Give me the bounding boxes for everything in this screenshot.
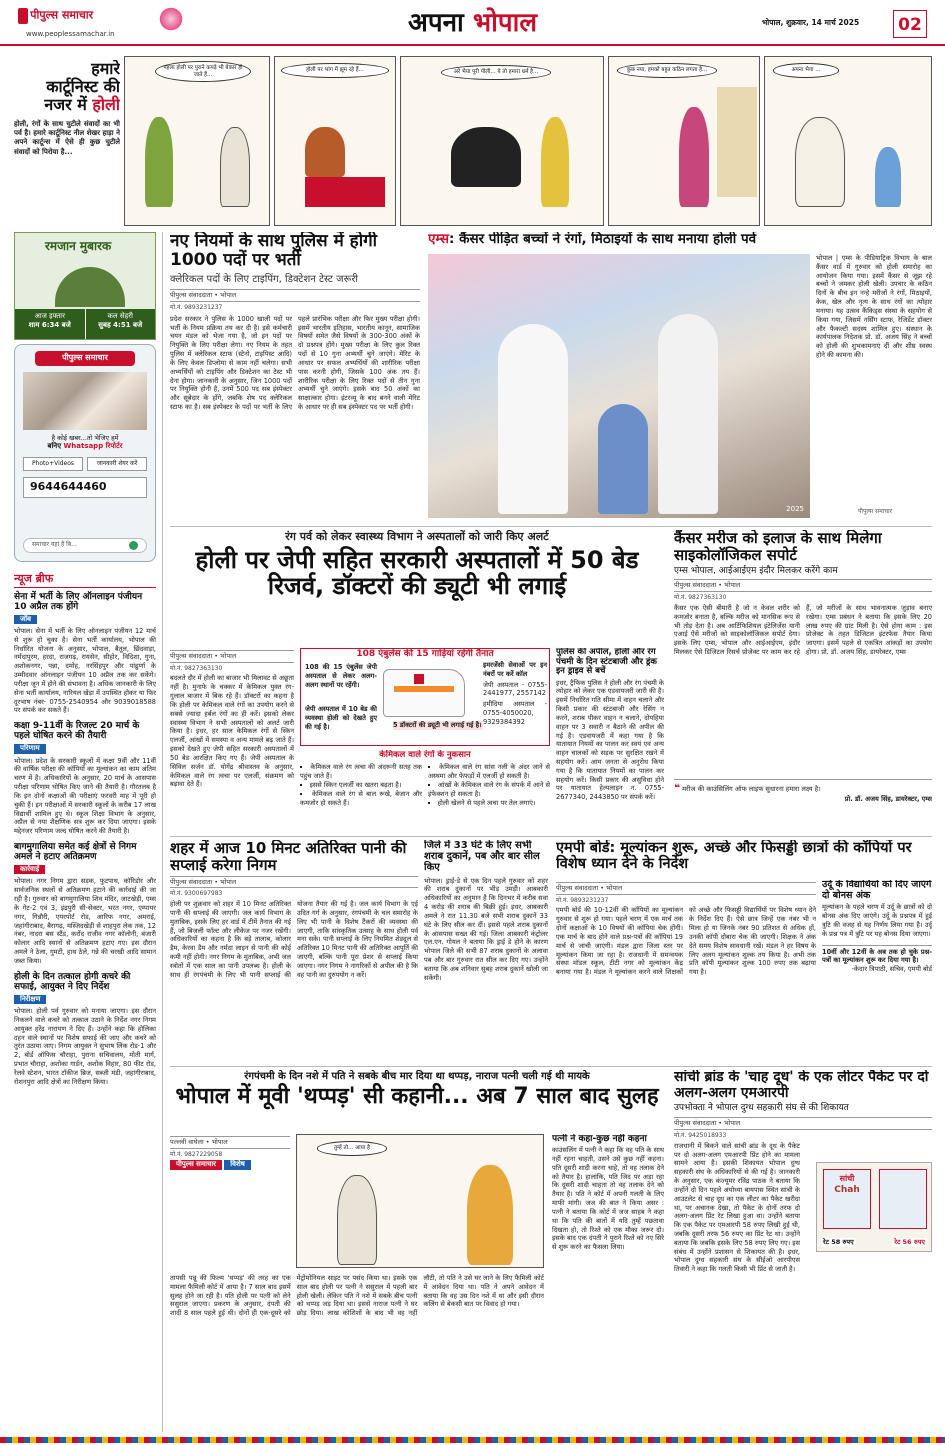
mpboard-byline: पीपुल्स संवाददाता • भोपाल (556, 884, 623, 892)
cancer-article (674, 530, 932, 830)
hospital-body: बदलते दौर में होली का बाजार भी मिलावट से अछूता नहीं है। मुनाफे के चक्कर में केमिकल युक्त रंग-गुलाल बाजार में बिक रहे हैं। डॉक्टरों का कहना है कि होली पर केमिकल वाले रंगों का उपयोग करने से सबसे ज्यादा हर्बल रंगों का ही करें। इसको लेकर स्वास्थ्य विभाग ने सभी अस्पतालों को अलर्ट जारी किया है। इधर, हर साल केमिकल रंगों से स्किन एलर्जी, आंखों में समस्या व अन्य मामले बढ़ जाते हैं। इसको देखते हुए जेपी सहित सरकारी अस्पतालों में 50 बेड आरक्षित किए गए हैं। जेपी अस्पताल के सिविल सर्जन डॉ. योगेंद्र श्रीवास्तव के अनुसार, केमिकल वाले रंग त्वचा पर एलर्जी, संक्रमण को बढ़ावा देते हैं। (170, 674, 294, 789)
cartoon-figure-man (220, 127, 250, 207)
aiims-article (428, 232, 932, 522)
aiims-headline: : कैंसर पीड़ित बच्चों ने रंगों, मिठाइयों के साथ मनाया होली पर्व (448, 232, 757, 247)
hospital-byline: पीपुल्स संवाददाता • भोपाल (170, 652, 237, 660)
ambulance-icon (383, 669, 465, 717)
sanchi-article (674, 1070, 932, 1434)
encroach-tag: कार्रवाई (14, 865, 45, 874)
exam-body: भोपाल। प्रदेश के सरकारी स्कूलों में कक्षा 9वीं और 11वीं की वार्षिक परीक्षा की कॉपियों का मूल्यांकन का काम अंतिम चरण में है। अधिकारियों के अनुसार, 20 मार्च के आसपास परीक्षा परिणाम घोषित किए जाने की तैयारी है। गौरतलब है कि इन दोनों कक्षाओं की परीक्षाएं फरवरी माह में पूरी हो चुकी हैं। इन परीक्षाओं में सरकारी स्कूलों के करीब 17 लाख विद्यार्थी शामिल हुए थे। स्कूल शिक्षा विभाग के अनुसार, अप्रैल से नया शैक्षणिक सत्र शुरू कर दिया जाएगा। इसके मद्देनजर परिणाम जल्द घोषित करने की तैयारी है। (14, 756, 156, 836)
sanchi-byline: पीपुल्स संवाददाता • भोपाल (674, 1119, 741, 1128)
encroach-headline: बागमुगालिया समेत कई क्षेत्रों से निगम अमले ने हटाए अतिक्रमण (14, 842, 137, 863)
army-body: भोपाल। सेना में भर्ती के लिए ऑनलाइन पंजीयन 12 मार्च से शुरू हो चुका है। सेना भर्ती कार्यालय, भोपाल की निर्धारित योजना के अनुसार, भोपाल, बैतूल, छिंदवाड़ा, नर्मदापुरम, हरदा, राजगढ़, रायसेन, सीहोर, विदिशा, गुना, अशोकनगर, पन्ना, दमोह, नरसिंहपुर और पांढुर्णा के उम्मीदवार ऑनलाइन पंजीयन 10 अप्रैल तक कर सकेंगे। परीक्षा जून में होने की संभावना है। अधिक जानकारी के लिए सेना भर्ती कार्यालय, नारियल खेड़ा में उपस्थित होकर या फिर दूरभाष नंबर- 0755-2540954 और 9039018588 पर संपर्क कर सकते हैं। (14, 626, 156, 715)
news-brief-title: न्यूज ब्रीफ (14, 572, 156, 588)
cancer-byline: पीपुल्स संवाददाता • भोपाल (674, 581, 741, 590)
cancer-body: कैंसर एक ऐसी बीमारी है जो न केवल शरीर को कमजोर बनाता है, बल्कि मरीज को मानसिक रूप से भी तोड़ देता है। अब आर्टिफिशियल इंटेलिजेंस यानी एआई ऐसे मरीजों को साइकोलॉजिकल सपोर्ट देगा। इसके लिए एम्स, भोपाल और आईआईएम, इंदौर मिलकर ऐसे डिजिटल रिसर्च प्रोजेक्ट पर काम कर रहे हैं, जो मरीजों के साथ भावनात्मक जुड़ाव बनाए रखेगा। एम्स प्रबंधन ने बताया कि इसके लिए 20 लाख रुपए की ग्रांट मिली है। ऐसे होगा काम : इस प्रोजेक्ट के तहत डिजिटल इंटरफेस तैयार किया जाएगा। इसमें पहले से एकत्रित आंकड़ों का उपयोग होगा। प्रो. डॉ. अजय सिंह, डायरेक्टर, एम्स (674, 603, 932, 657)
special-brand-tag: पीपुल्स समाचार (170, 1160, 222, 1169)
milk-pack-image (816, 1162, 932, 1252)
sanchi-headline: सांची ब्रांड के 'चाह दूध' के एक लीटर पैकेट पर दो अलग-अलग एमआरपी (674, 1070, 929, 1101)
hospital-kicker: रंग पर्व को लेकर स्वास्थ्य विभाग ने अस्पतालों को जारी किए अलर्ट (285, 530, 549, 543)
cartoon-figure-woman (145, 117, 173, 207)
doctor-figure (498, 324, 568, 514)
hospital-mobile: मो.नं. 9827363130 (170, 664, 223, 672)
cartoon-bubble-2: होली पर भांग में झूम रहे हैं... (281, 63, 389, 78)
thappad-kicker: रंगपंचमी के दिन नशे में पति ने सबके बीच मार दिया था थप्पड़, नाराज पत्नी चली गई थी मायके (244, 1071, 590, 1082)
urdu-body: मूल्यांकन के पहले चरण में उर्दू के छात्रों को दो बोनस अंक दिए जाएंगे। उर्दू के प्रश्नपत्र में हुई त्रुटि की वजह से यह निर्णय लिया गया है। उर्दू के प्रश्न पत्र में त्रुटि पर यह बोनस दिया जाएगा। (822, 903, 932, 938)
cartoon-bubble-1: पहला होली पर पुराने कपड़े भी बेकार हो जाते हैं... (155, 61, 251, 82)
police-headline: नए नियमों के साथ पुलिस में होगी 1000 पदों पर भर्ती (170, 232, 378, 271)
masthead (0, 0, 945, 46)
ramzan-title: रमजान मुबारक (45, 239, 112, 253)
sanchi-body: राजधानी में बिकने वाले सांची ब्रांड के दूध के पैकेट पर दो अलग-अलग एमआरपी प्रिंट होने का मामला सामने आया है। इसकी शिकायत भोपाल दुग्ध सहकारी संघ के अधिकारियों से की गई है। जानकारी के अनुसार, एक कंज्यूमर रविंद्र पाठक ने बताया कि उन्होंने दो दिन पहले अयोध्या बायपास स्थित सांची के आउटलेट से चाह दूध का एक लीटर का पैकेट खरीदा था, पर अचानक देखा, तो पैकेट के दोनों तरफ दो अलग-अलग प्रिंट रेट लिखा हुआ था। उन्होंने बताया कि एक पैकेट पर एमआरपी 58 रुपए लिखी हुई थी, जबकि दूसरी तरफ 56 रुपए का प्रिंट रेट था। उन्होंने बताया कि जबकि इसके लिए 58 रुपए लिए गए। इस संबंध में उन्होंने प्रशासन से शिकायत की है। इधर, भोपाल दुग्ध सहकारी संघ के सीईओ आरपीएस तिवारी ने कहा कि गलती किसी भी प्रिंट से जाती है। (674, 1141, 800, 1274)
color-registration-bar (0, 1437, 945, 1443)
section-title-red: भोपाल (472, 8, 537, 38)
whatsapp-brand: पीपुल्स समाचार (35, 351, 135, 366)
child-figure (598, 404, 648, 514)
ambulance-box (300, 648, 550, 746)
chemical-item: ▪ केमिकल वाले रंग से बाल रूखे, बेजान और कमजोर हो सकते हैं। (300, 790, 422, 808)
quote-text: मरीज की काउंसिलिंग ऑफ लाइफ सुधारना हमारा लक्ष्य है। (682, 784, 821, 793)
sanchi-mobile: मो.नं. 9425018933 (674, 1131, 727, 1139)
sehri-label: कल सेहरी (107, 312, 133, 320)
rate-56: रेट 56 रुपए (894, 1238, 925, 1247)
cartoon-title-3: नजर में (44, 94, 87, 114)
whatsapp-photo (23, 372, 147, 430)
section-title-main: अपना (407, 8, 473, 38)
page-number: 02 (893, 10, 927, 38)
thappad-mobile: मो.नं. 9827229058 (170, 1150, 223, 1158)
chemical-item: ▪ केमिकल वाले रंग सांस नली के अंदर जाने से अस्थमा और फेफड़ों में एलर्जी हो सकती है। (428, 763, 550, 781)
ramzan-times (15, 309, 155, 339)
water-body: होली पर शुक्रवार को शहर में 10 मिनट अतिरिक्त पानी की सप्लाई की जाएगी। जल कार्य विभाग के मुताबिक, इसके लिए हर वार्ड में टीमें तैनात की गई हैं, जो बिजली फॉल्ट और लीकेज पर नजर रखेंगी। अधिकारियों का कहना है कि बड़े तालाब, कोलार डैम, केरवा डैम और नर्मदा लाइन से पानी की कोई कमी नहीं होगी। नगर निगम के मुताबिक, अभी जल स्त्रोतों में एक साल का पानी उपलब्ध है। होली के साथ ही रंगपंचमी के लिए भी पानी सप्लाई की योजना तैयार की गई है। जल कार्य विभाग के एई उदित गर्ग के अनुसार, रंगपंचमी के चल समारोह के लिए भी पानी के विशेष टैंकरों की व्यवस्था की जाएगी, ताकि सांस्कृतिक उत्साह के साथ होली पर्व मना सके। पानी सप्लाई के लिए नियमित शेड्यूल से अतिरिक्त 10 मिनट पानी की अतिरिक्त आपूर्ति की जाएगी, बल्कि पानी पूरा प्रेशर से सप्लाई किया जाएगा। नगर निगम ने नागरिकों से अपील की है कि वह पानी का दुरुपयोग न करें। (170, 900, 418, 979)
cartoon-title-red: होली (92, 94, 120, 114)
thappad-byline: पल्लवी वाघेला • भोपाल (170, 1138, 228, 1146)
mpboard-body: एमपी बोर्ड की 10-12वीं की कॉपियों का मूल्यांकन गुरुवार से शुरू हो गया। पहले चरण में एक मार्च तक दोनों कक्षाओं के 10 विषयों की कॉपियां चेक होंगी। एक मार्च के बाद होने वाले प्रश्न-पत्रों की कॉपियां 19 मार्च से जांची जाएंगी। मंडल द्वारा जिला स्तर पर मूल्यांकन किया जा रहा है। राजधानी में समन्वयक संस्था मॉडल स्कूल, टीटी नगर को मूल्यांकन केंद्र बनाया गया है। मंडल ने मूल्यांकन करने वाले शिक्षकों को अच्छे और फिसड्डी विद्यार्थियों पर विशेष ध्यान देने के निर्देश दिए हैं। ऐसे छात्र जिन्हें एक नंबर भी न मिला हो या जिनके नंबर 90 प्रतिशत से अधिक हों, उनकी कॉपी दोबारा चेक की जाएगी। शिक्षक ने अंक देते समय विशेष सावधानी रखें। मंडल ने हर विषय के लिए अलग मूल्यांकन शुल्क तय किया है। अभी तक प्रति कॉपी मूल्यांकन शुल्क 100 रुपए तक बढ़ाया गया है। (556, 906, 816, 977)
whatsapp-line2b: Whatsapp रिपोर्टर (63, 442, 123, 451)
ambulance-point-1: 108 की 15 एंबुलेंस जेपी अस्पताल से लेकर अलग-अलग स्थानों पर रहेंगी। (305, 663, 377, 689)
whatsapp-chat-input[interactable] (23, 538, 147, 553)
cartoon-bubble-5: अपना भैया ... (773, 63, 839, 78)
whatsapp-line1: है कोई खबर...तो भेजिए हमें (51, 433, 119, 442)
thappad-cartoon (296, 1134, 544, 1268)
whatsapp-line2: बनिए (47, 442, 62, 451)
aiims-photo (428, 254, 810, 518)
police-mobile: मो.नं. 9893231237 (170, 303, 223, 311)
special-tag: विशेष (224, 1160, 251, 1169)
chemical-list (300, 763, 550, 807)
ambulance-title: 108 एंबुलेंस की 15 गाड़ियां रहेंगी तैनात (356, 649, 494, 659)
cartoon-figure-buffalo (451, 127, 521, 187)
cartoon-intro (14, 60, 120, 220)
contact-hamidia[interactable]: हमीदिया अस्पताल - 0755-4050020, 9329384392 (483, 700, 547, 726)
row-rule-2 (170, 836, 932, 837)
thappad-article (170, 1070, 664, 1434)
police-subhead: क्लेरिकल पदों के लिए टाइपिंग, डिक्टेशन टेस्ट जरूरी (170, 274, 359, 286)
exam-headline: कक्षा 9-11वीं के रिजल्ट 20 मार्च के पहले घोषित करने की तैयारी (14, 721, 140, 742)
quote-icon: ❝ (674, 782, 680, 794)
cartoon-panel-1 (124, 56, 270, 226)
urdu-headline: उर्दू के विद्यार्थियों को दिए जाएंगे दो बोनस अंक (822, 880, 932, 901)
hospital-article (170, 530, 664, 830)
ramzan-box (14, 232, 156, 340)
mpboard-note-name: -केदार त्रिपाठी, सचिव, एमपी बोर्ड (851, 965, 932, 974)
police-appeal (556, 648, 664, 830)
cartoon-panel-3 (400, 56, 604, 226)
chat-input-text: समाचार यहां है बि... (32, 541, 77, 548)
water-headline: शहर में आज 10 मिनट अतिरिक्त पानी की सप्लाई करेगा निगम (170, 840, 407, 874)
mpboard-mobile: मो.नं. 9893231237 (556, 896, 609, 904)
left-column-rule (162, 232, 163, 1432)
cartoon-figure-person (541, 117, 569, 207)
liquor-headline: जिले में 33 घंटे के लिए सभी शराब दुकानें, पब और बार सील किए (424, 840, 540, 874)
chah-label: Chah (834, 1184, 860, 1195)
quote-name: प्रो. डॉ. अजय सिंह, डायरेक्टर, एम्स (844, 795, 932, 804)
clean-tag: निरीक्षण (14, 995, 46, 1004)
mpboard-article (556, 840, 932, 1062)
cartoon-title-1: हमारे (91, 60, 120, 78)
cartoon-panel-5 (764, 56, 932, 226)
site-url[interactable]: www.peoplessamachar.in (26, 30, 115, 38)
cartoon-desc: होली, रंगों के साथ चुटीले संवादों का भी पर्व है। हमारे कार्टूनिस्ट नील शेखर हाड़ा ने अपने कार्टून्स में ऐसे ही कुछ चुटीले संवादों को पिरोया है... (14, 119, 120, 156)
cartoon-bubble-4: कुछ नया, हमको बहुत कठिन लगता है... (617, 63, 717, 78)
chemical-item: ▪ आंखों के केमिकल वाले रंग के संपर्क में आने से इंफेक्शन हो सकता है। (428, 781, 550, 799)
cartoon-figure-child (875, 147, 901, 207)
cancer-mobile: मो.नं. 9827363130 (674, 594, 727, 602)
iftar-label: आज इफ्तार (34, 312, 65, 320)
water-mobile: मो.नं. 9300697983 (170, 890, 223, 898)
cartoon-table (305, 177, 385, 207)
ambulance-point-3: 5 डॉक्टरों की ड्यूटी भी लगाई गई है। (393, 721, 482, 729)
wife-said-headline: पत्नी ने कहा-कुछ नहीं कहना (552, 1134, 647, 1144)
clean-headline: होली के दिन तत्काल होगी कचरे की सफाई, आयुक्त ने दिए निर्देश (14, 971, 131, 992)
chemical-item: ▪ इससे स्किन एलर्जी का खतरा बढ़ता है। (300, 781, 422, 790)
mpboard-note: 10वीं और 12वीं के अब तक हो चुके प्रश्न-पत्रों का मूल्यांकन शुरू कर दिया गया है। (822, 945, 932, 966)
contact-head: इमरजेंसी सेवाओं पर इन नंबरों पर करें कॉल (483, 661, 547, 678)
mpboard-headline: एमपी बोर्ड: मूल्यांकन शुरू, अच्छे और फिसड्डी छात्रों की कॉपियों पर विशेष ध्यान देने के निर्देश (556, 840, 912, 873)
aiims-body: भोपाल | एम्स के पीडियाट्रिक विभाग के बाल कैंसर वार्ड में गुरुवार को होली समारोह का आयोजन किया गया। इसमें कैंसर से जूझ रहे बच्चों ने जमकर होली खेली। उपचार के कठिन दिनों के बीच इन नन्हे मरीजों ने रंगों, मिठाइयों, केक, खेल और नृत्य के साथ रंगों का त्योहार मनाया। यह उत्सव कैंकिड्स संस्था के सहयोग से किया गया, जिसमें नर्सिंग स्टाफ, रेजिडेंट डॉक्टर और फैकल्टी सदस्य शामिल हुए। संस्थान के कार्यपालक निदेशक प्रो. डॉ. अजय सिंह ने बच्चों को होली की शुभकामनाएं दीं और शीघ्र स्वस्थ होने की कामना की। (816, 254, 932, 360)
cartoon-wife (467, 1165, 513, 1265)
photo-video-button[interactable]: Photo+Videos (23, 457, 83, 471)
police-byline: पीपुल्स संवाददाता • भोपाल (170, 291, 237, 300)
cancer-headline: कैंसर मरीज को इलाज के साथ मिलेगा साइकोलॉजिकल सपोर्ट (674, 530, 882, 564)
thappad-headline: भोपाल में मूवी 'थप्पड़' सी कहानी... अब 7 साल बाद सुलह (175, 1084, 659, 1110)
thappad-body: तापसी पन्नू की फिल्म 'थप्पड़' की तरह का एक मामला फैमिली कोर्ट में आया है। 7 साल बाद इसमें सुलह होने जा रही है। पति होली पर पत्नी को लेने ससुराल जाएगा। प्रकरण के अनुसार, दंपती की शादी 8 साल पहले हुई थी। दोनों ही एक-दूसरे को मेट्रोमोनियल साइट पर पसंद किया था। इसके एक साल बाद होली पर पत्नी ने ससुराल में पहली बार होली खेली। लेकिन पति ने नशे में सबके बीच पत्नी को थप्पड़ जड़ दिया था। इससे नाराज पत्नी ने घर छोड़ दिया। लाख कोशिशों के बाद भी वह नहीं लौटी, तो पति ने उसे घर लाने के लिए फैमिली कोर्ट में आवेदन दिया था। पति ने अपने आवेदन में बताया कि वह उस दिन नशे में था और इसी दौरान कलिंग से बेकसी बात पर विवाद हो गया। (170, 1274, 544, 1318)
cartoon-title-2: कार्टूनिस्ट की (46, 76, 120, 96)
chemical-item: ▪ केमिकल वाले रंग त्वचा की अंदरूनी सतह तक पहुंच जाते हैं। (300, 763, 422, 781)
aiims-credit: पीपुल्स समाचार (858, 508, 893, 515)
photo-year: 2025 (786, 504, 804, 513)
sanchi-subhead: उपभोक्ता ने भोपाल दुग्ध सहकारी संघ से की शिकायत (674, 1103, 849, 1114)
liquor-body: भोपाल। ड्राई-डे से एक दिन पहले गुरुवार को शहर की शराब दुकानों पर भीड़ उमड़ी। आबकारी अधिकारियों का अनुमान है कि दिनभर में करीब सवा 4 करोड़ की शराब की बिक्री हुई। इधर, आबकारी अमले ने रात 11.30 बजे सभी शराब दुकानें 33 घंटे के लिए सील कर दीं। इससे पहले शराब दुकानों के आसपास सख्त की गई। जिला आबकारी कंट्रोलर एल.एन. गोयल ने बताया कि ड्राई डे होने के कारण भोपाल जिले की सभी 87 शराब दुकानों के अलावा पब और बार गुरुवार रात सील कर दिए गए। उन्होंने बताया कि अब शनिवार सुबह शराब दुकानें खोली जा सकेंगी। (424, 876, 548, 982)
appeal-body: इधर, ट्रैफिक पुलिस ने होली और रंग पंचमी के त्योहार को लेकर एक एडवायजरी जारी की है। इसमें निर्धारित गति सीमा में वाहन चलाने और किसी प्रकार की स्टंटबाजी और रेसिंग न करने, शराब पीकर वाहन न चलाने, दोपहिया वाहन पर 3 सवारी न बैठाने की अपील की गई है। एडवायजरी में कहा गया है कि यातायात नियमों का पालन कर स्वयं एवं अन्य वाहन चालकों को सड़क पर सुरक्षित रखने में सहयोग करें। आम जनता से अनुरोध किया गया है कि यातायात नियमों का पालन कर सहयोग करें। किसी प्रकार की असुविधा होने पर यातायात हेल्पलाइन न. 0755-2677340, 2443850 पर संपर्क करें। (556, 678, 664, 802)
cartoon-figure-man-2 (795, 117, 845, 207)
cartoon-panel-4 (608, 56, 760, 226)
sanchi-logo: सांची (839, 1174, 855, 1183)
cartoon-figure-woman-2 (679, 107, 709, 207)
clean-body: भोपाल। होली पर्व गुरुवार को मनाया जाएगा। इस दौरान निकलने वाले कचरे को तत्काल उठाने के निर्देश नगर निगम आयुक्त हरेंद्र नारायण ने दिए हैं। उन्होंने कहा कि होलिका दहन वाले स्थानों पर विशेष सफाई की जाए और कचरे को तुरंत उठाया जाए। निगम आयुक्त ने सुभाष लिंक रोड-1 और 2, बोर्ड ऑफिस चौराहा, पुराना सचिवालय, मोती मार्ग, प्रभात चौराहा, अशोका गार्डन, अशोक विहार, 80 फीट रोड, रेलवे स्टेशन, भारत टॉकीज ब्रिज, सब्जी मंडी, जहांगीराबाद, रोशनपुरा आदि क्षेत्रों का निरीक्षण किया। (14, 1007, 156, 1086)
ambulance-point-2: जेपी अस्पताल में 10 बेड की व्यवस्था होली को देखते हुए की गई है। (305, 705, 377, 731)
brand-name: पीपुल्स समाचार (30, 8, 94, 22)
contact-jp[interactable]: जेपी अस्पताल - 0755-2441977, 2557142 (483, 680, 547, 698)
liquor-article (424, 840, 548, 1062)
aiims-title-red: एम्स (428, 232, 449, 247)
cartoon-bubble-3: अरे भैया पूरी पीली... ये तो हमारा धर्म है... (441, 65, 551, 80)
army-tag: जॉब (14, 615, 37, 624)
encroach-body: भोपाल। नगर निगम द्वारा सड़क, फुटपाथ, कॉरिडोर और सार्वजनिक स्थलों से अतिक्रमण हटाने की कार्रवाई की जा रही है। गुरुवार को बागमुगालिया शिव मंदिर, जाटखेड़ी, एम्स के गेट-2 एवं 3, इंद्रपुरी सी-सेक्टर, भरत नगर, एम्पायर नगर, गिन्नौरी, एयरपोर्ट रोड, आरिफ नगर, अमराई, जहांगीराबाद, बैरागढ़, मस्जिदखेड़ी से शाहपुरा लेक तक, 12 नंबर, नादरा बस स्टैंड, करोंद राजीव नगर कॉलोनी, बंजारी कोलार आदि स्थानों से अतिक्रमण हटाए गए। इस दौरान अमले ने ठेला, गुमटी, हाथ ठेले, गन्ने की चरखी आदि सामान जब्त किया। (14, 877, 156, 965)
exam-tag: परिणाम (14, 744, 46, 753)
mosque-icon (55, 267, 125, 307)
rate-58: रेट 58 रुपए (823, 1238, 854, 1247)
cartoon-figure-dog (305, 127, 345, 177)
doctor-figure-2 (658, 314, 718, 514)
appeal-headline: पुलिस की अपील, होली और रंग पंचमी के दिन स्टंटबाजी और ड्रंक इन ड्राइव से बचें (556, 648, 657, 677)
send-icon[interactable] (129, 541, 138, 550)
issue-date: भोपाल, शुक्रवार, 14 मार्च 2025 (762, 18, 860, 27)
water-byline: पीपुल्स संवाददाता • भोपाल (170, 877, 237, 886)
police-article (170, 232, 420, 522)
cartoon-husband (337, 1175, 377, 1265)
cartoon-shop (717, 87, 757, 197)
news-brief (14, 572, 156, 1432)
cartoon-panel-2 (274, 56, 396, 226)
army-headline: सेना में भर्ती के लिए ऑनलाइन पंजीयन 10 अप्रैल तक होंगे (14, 591, 143, 612)
row-rule-1 (170, 526, 932, 527)
whatsapp-phone[interactable]: 9644644460 (23, 477, 147, 498)
iftar-time: शाम 6:34 बजे (28, 321, 71, 330)
thappad-bubble: तुम्हें तो... आया है (317, 1141, 387, 1156)
chemical-title: केमिकल वाले रंगों के नुकसान (379, 750, 471, 760)
share-info-button[interactable]: जानकारी शेयर करें (87, 457, 147, 471)
wife-said-body: काउंसलिंग में पत्नी ने कहा कि वह पति के साथ नहीं रहना चाहती, उसने उसे कुछ नहीं कहना। पति दूसरी शादी करना चाहे, तो वह तलाक देने को तैयार है। हालांकि, पति जिद पर अड़ा रहा कि दूसरी शादी चाहता तो वह तलाक देने को तैयार है। पति ने कोर्ट में अपनी गलती के लिए माफी मांगी। जज की बात ने किया असर : पत्नी ने बताया कि कोर्ट में जज साहब ने कहा था कि पति की बातों में यदि तुम्हें पछतावा दिखता हो, तो रिश्ते को एक मौका जरूर दो। इसके बाद एक दंपती ने पुराने रिश्ते को नए सिरे से शुरू करने का फैसला लिया। (552, 1146, 664, 1252)
cancer-subhead: एम्स भोपाल, आईआईएम इंदौर मिलकर करेंगे काम (674, 565, 838, 576)
whatsapp-box (14, 344, 156, 562)
water-article (170, 840, 418, 1062)
row-rule-3 (170, 1066, 932, 1067)
chemical-item: ▪ होली खेलने से पहले त्वचा पर तेल लगाएं। (428, 799, 550, 808)
cancer-quote (674, 779, 932, 804)
police-body: प्रदेश सरकार ने पुलिस के 1000 खाली पदों पर भर्ती के नियम प्रक्रिया तय कर दी है। इसे कर्मचारी चयन मंडल को भेजा गया है, जो इन पदों पर नियुक्ति के लिए परीक्षा लेगा। नए नियम के तहत पुलिस में क्लेरिकल स्टाफ (स्टेनो, टाइपिस्ट आदि) के लिए केवल डिप्लोमा से काम नहीं चलेगा। सभी अभ्यर्थियों को टाइपिंग और डिक्टेशन का टेस्ट भी देना होगा। जानकारी के अनुसार, जिन 1000 पदों पर नियुक्ति होनी है, उनमें 500 पद सब इंस्पेक्टर और सूबेदार के होंगे, जबकि शेष पद क्लेरिकल स्टाफ का है। सब इंस्पेक्टर के पदों पर भर्ती के लिए पहले प्रारंभिक परीक्षा और फिर मुख्य परीक्षा होगी। इसमें भारतीय इतिहास, भारतीय कानून, सामाजिक विषयों समेत जैसे विषयों के 300-300 अंकों के दो प्रश्नपत्र होंगे। मुख्य परीक्षा के लिए कुल रिक्त पदों से 10 गुना अभ्यर्थी चुने जाएंगे। मेरिट के आधार पर सफल अभ्यर्थियों की शारीरिक परीक्षा पास करनी होगी, जिसके 100 अंक तय हैं। शारीरिक परीक्षा के लिए रिक्त पदों से तीन गुना अभ्यर्थी चुने जाएंगे। इसके बाद 50 अंकों का साक्षात्कार होगा। इंटरव्यू के बाद बनने वाली मेरिट के आधार पर ही सब इंस्पेक्टर पद पर भर्ती होगी। (170, 314, 420, 412)
hospital-headline: होली पर जेपी सहित सरकारी अस्पतालों में 50 बेड रिजर्व, डॉक्टरों की ड्यूटी भी लगाई (195, 545, 639, 601)
chemical-box (300, 750, 550, 830)
sehri-time: सुबह 4:51 बजे (98, 321, 143, 330)
